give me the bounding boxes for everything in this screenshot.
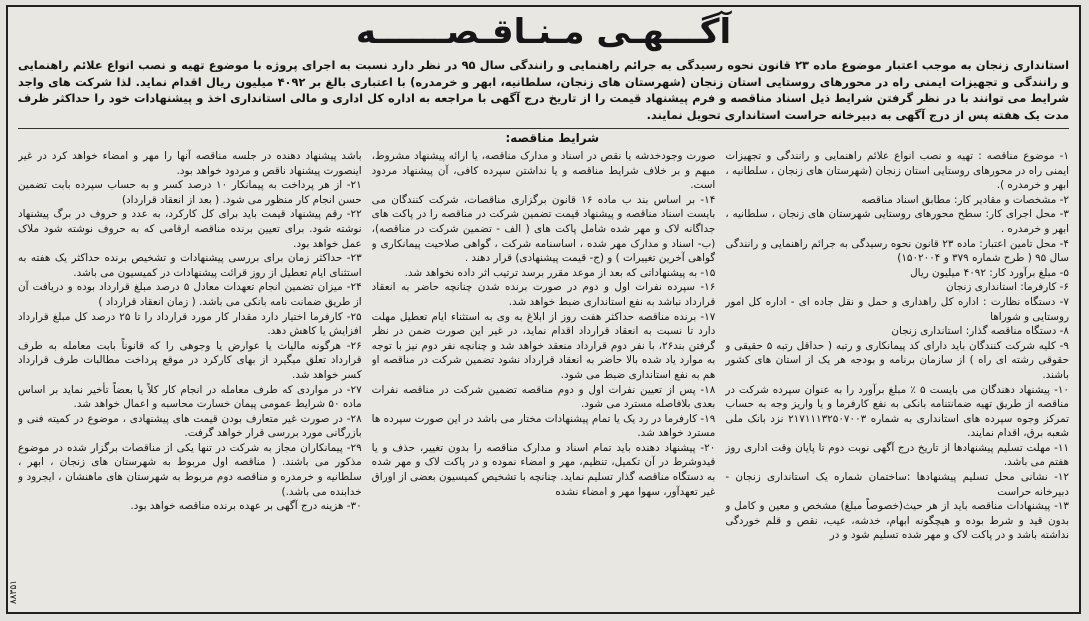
condition-item: ۷- دستگاه نظارت : اداره کل راهداری و حمل و نقل جاده ای - اداره کل امور روستایی و شوراها xyxy=(725,295,1069,323)
condition-item: ۱۴- بر اساس بند ب ماده ۱۶ قانون برگزاری مناقصات، شرکت کنندگان می بایست اسناد مناقصه و پیشنهاد قیمت تضمین شرکت در مناقصه را در پاکت های جداگانه لاک و مهر شده شامل پاکت های ( الف - تضمین شرکت در مناقصه)، (ب- اسناد و مدارک مهر شده ، اساسنامه شرکت ، گواهی صلاحیت پیمانکاری و گواهی آخرین تغییرات ) و (ج- قیمت پیشنهادی) قرار دهند . xyxy=(371,193,716,265)
column-left xyxy=(18,149,362,606)
conditions-columns xyxy=(18,149,1069,606)
condition-item: ۵- مبلغ برآورد کار: ۴۰۹۲ میلیون ریال xyxy=(910,266,1069,279)
condition-item: ۲۸- در صورت غیر متعارف بودن قیمت های پیشنهادی ، موضوع در کمیته فنی و بازرگانی مورد بررسی قرار خواهد گرفت. xyxy=(17,412,362,440)
condition-item: ۱۷- برنده مناقصه حداکثر هفت روز از ابلاغ به وی به استثناء ایام تعطیل مهلت دارد تا نسبت به انعقاد قرارداد اقدام نماید، در غیر این صورت ضمن در نظر گرفتن بند۲۶، با نفر دوم قرارداد منعقد خواهد شد و چنانچه نفر دوم نیز با توجه به موارد یاد شده بالا حاضر به انعقاد قرارداد نشود تضمین شرکت در مناقصه او هم به نفع استانداری ضبط می شود. xyxy=(371,310,716,381)
page-title: آگـــهـی مـنـاقـصــــــه xyxy=(355,12,732,52)
column-right xyxy=(725,149,1069,606)
divider xyxy=(18,128,1069,129)
condition-item: ۸- دستگاه مناقصه گذار: استانداری زنجان xyxy=(891,325,1069,338)
condition-item: ۲۹- پیمانکاران مجاز به شرکت در تنها یکی از مناقصات برگزار شده در موضوع مذکور می باشند. ( مناقصه اول مربوط به شهرستان های زنجان ، ابهر ، سلطانیه و خرمدره و مناقصه دوم مربوط به شهرستان های ماهنشان ، ایجرود و خدابنده می باشد.) xyxy=(17,441,362,498)
notice-code: ۸۸۳۵۱ xyxy=(9,579,19,604)
column-middle xyxy=(372,149,716,606)
condition-item: باشد پیشنهاد دهنده در جلسه مناقصه آنها را مهر و امضاء خواهد کرد در غیر اینصورت پیشنهاد ناقص و مردود خواهد بود. xyxy=(17,150,362,177)
tender-notice xyxy=(6,5,1081,614)
condition-item: ۱۶- سپرده نفرات اول و دوم در صورت برنده شدن چنانچه حاضر به انعقاد قرارداد نباشد به نفع استانداری ضبط خواهد شد. xyxy=(371,281,716,308)
condition-item: ۶- کارفرما: استانداری زنجان xyxy=(945,281,1069,294)
condition-item: ۲۲- رقم پیشنهاد قیمت باید برای کل کارکرد، به عدد و حروف در برگ پیشنهاد نوشته شود. برای تعیین برنده مناقصه ارقامی که به حروف نوشته شود ملاک عمل خواهد بود. xyxy=(17,208,362,250)
condition-item: ۲۵- کارفرما اختیار دارد مقدار کار مورد قرارداد را تا ۲۵ درصد کل مبلغ قرارداد افزایش یا کاهش دهد. xyxy=(17,310,362,338)
conditions-heading: شرایط مناقصه: xyxy=(505,131,599,145)
condition-item: ۲۳- حداکثر زمان برای بررسی پیشنهادات و تشخیص برنده حداکثر یک هفته به استثنای ایام تعطیل از روز قرائت پیشنهادات در کمیسیون می باشد. xyxy=(17,252,362,279)
condition-item: ۱- موضوع مناقصه : تهیه و نصب انواع علائم راهنمایی و رانندگی و تجهیزات ایمنی راه در محورهای روستایی استان زنجان (شهرستان های زنجان ، سلطانیه ، ابهر و خرمدره ). xyxy=(725,150,1069,192)
condition-item: ۲- مشخصات و مقادیر کار: مطابق اسناد مناقصه xyxy=(861,193,1069,206)
condition-item: ۲۶- هرگونه مالیات یا عوارض یا وجوهی را که قانوناً بابت معامله به طرف قرارداد تعلق میگیرد از بهای کارکرد در موقع پرداخت مطالبات طرف قرارداد کسر خواهد شد. xyxy=(17,339,362,381)
condition-item: ۱۵- به پیشنهاداتی که بعد از موعد مقرر برسد ترتیب اثر داده نخواهد شد. xyxy=(404,266,716,279)
condition-item: ۱۳- پیشنهادات مناقصه باید از هر حیث(خصوصاً مبلغ) مشخص و معین و کامل و بدون قید و شرط بوده و هیچگونه ابهام، خدشه، عیب، نقص و قلم خوردگی نداشته باشد و در پاکت لاک و مهر شده تسلیم شود و در xyxy=(725,500,1069,542)
condition-item: ۳۰- هزینه درج آگهی بر عهده برنده مناقصه خواهد بود. xyxy=(130,500,362,513)
condition-item: ۱۱- مهلت تسلیم پیشنهادها از تاریخ درج آگهی نوبت دوم تا پایان وقت اداری روز هفتم می باشد. xyxy=(725,441,1069,469)
condition-item: ۲۴- میزان تضمین انجام تعهدات معادل ۵ درصد مبلغ قرارداد بوده و دریافت آن از طریق ضمانت نامه بانکی می باشد. ( زمان انعقاد قرارداد ) xyxy=(17,281,362,308)
condition-item: ۲۱- از هر پرداخت به پیمانکار ۱۰ درصد کسر و به حساب سپرده بابت تضمین حسن انجام کار منظور می شود. ( بعد از انعقاد قرارداد) xyxy=(17,179,362,206)
intro-paragraph: استانداری زنجان به موجب اعتبار موضوع ماده ۲۳ قانون نحوه رسیدگی به جرائم راهنمایی و رانندگی سال ۹۵ در نظر دارد نسبت به اجرای پروژه با موضوع تهیه و نصب انواع علائم راهنمایی و رانندگی و تجهیزات ایمنی راه در محورهای روستایی استان زنجان (شهرستان های زنجان، سلطانیه، ابهر و خرمدره) با اعتباری بالغ بر ۴۰۹۲ میلیون ریال اقدام نماید. لذا شرکت های واجد شرایط می توانند با در نظر گرفتن شرایط ذیل اسناد مناقصه و فرم پیشنهاد قیمت را از تاریخ درج آگهی با مراجعه به اداره کل اداری و مالی استانداری اخذ و پیشنهادات خود را حداکثر ظرف مدت یک هفته پس از درج آگهی به دبیرخانه حراست استانداری تحویل نمایند. xyxy=(18,58,1069,122)
condition-item: ۳- محل اجرای کار: سطح محورهای روستایی شهرستان های زنجان ، سلطانیه ، ابهر و خرمدره . xyxy=(725,208,1069,235)
condition-item: ۱۸- پس از تعیین نفرات اول و دوم مناقصه تضمین شرکت در مناقصه نفرات بعدی بلافاصله مسترد می شود. xyxy=(371,383,716,411)
condition-item: ۲۷- در مواردی که طرف معامله در انجام کار کلاً یا بعضاً تأخیر نماید بر اساس ماده ۵۰ شرایط عمومی پیمان خسارت محاسبه و اعمال خواهد شد. xyxy=(17,383,362,411)
condition-item: صورت وجودخدشه یا نقص در اسناد و مدارک مناقصه، یا ارائه پیشنهاد مشروط، مبهم و بر خلاف شرایط مناقصه و یا نداشتن سپرده کافی، آن پیشنهاد مردود است. xyxy=(371,150,716,192)
condition-item: ۱۹- کارفرما در رد یک یا تمام پیشنهادات مختار می باشد در این صورت سپرده ها مسترد خواهد شد. xyxy=(371,412,716,440)
condition-item: ۴- محل تامین اعتبار: ماده ۲۳ قانون نحوه رسیدگی به جرائم راهنمایی و رانندگی سال ۹۵ ( طرح شماره ۳۷۹ و ۱۵۰۲۰۰۴) xyxy=(725,237,1069,265)
condition-item: ۲۰- پیشنهاد دهنده باید تمام اسناد و مدارک مناقصه را بدون تغییر، حذف و یا قیدوشرط در آن تکمیل، تنظیم، مهر و امضاء نموده و در پاکت لاک و مهر شده به دستگاه مناقصه گذار تسلیم نماید. چنانچه با تشخیص کمیسیون بعضی از اوراق غیر تعهدآور، سهوا مهر و امضاء نشده xyxy=(371,441,716,498)
condition-item: ۱۰- پیشنهاد دهندگان می بایست ۵ ٪ مبلغ برآورد را به عنوان سپرده شرکت در مناقصه از طریق تهیه ضمانتنامه بانکی به نفع کارفرما و یا واریز وجه به حساب تمرکز وجوه سپرده های استانداری به شماره ۲۱۷۱۱۱۳۲۵۰۷۰۰۳ نزد بانک ملی شعبه برق، اقدام نمایند. xyxy=(725,383,1069,440)
condition-item: ۱۲- نشانی محل تسلیم پیشنهادها :ساختمان شماره یک استانداری زنجان - دبیرخانه حراست xyxy=(725,471,1069,498)
condition-item: ۹- کلیه شرکت کنندگان باید دارای کد پیمانکاری و رتبه ( حداقل رتبه ۵ حقیقی و حقوقی رشته ای راه ) از سازمان برنامه و بودجه هر یک از استان های کشور باشند. xyxy=(725,339,1069,381)
